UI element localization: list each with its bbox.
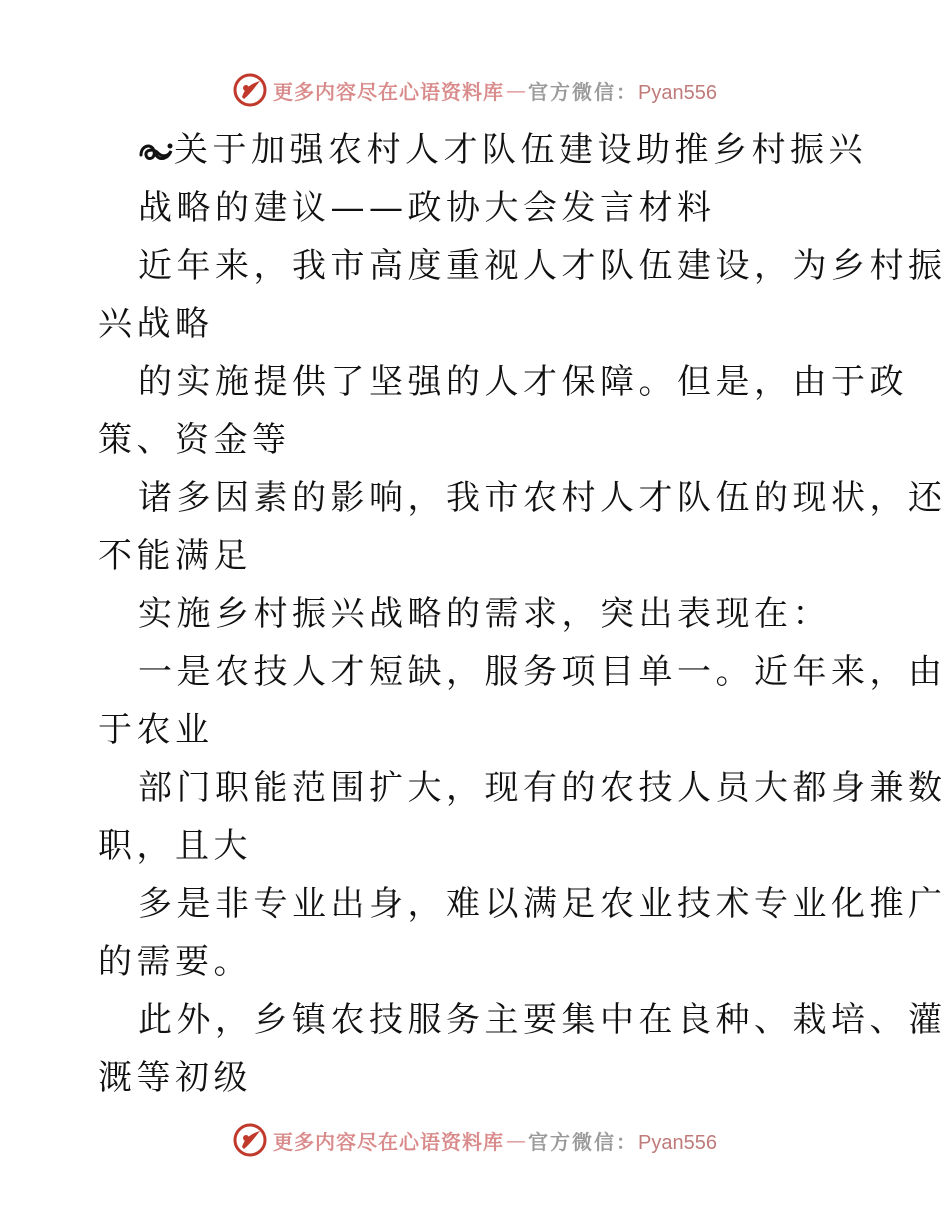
title-line-1 bbox=[138, 130, 867, 170]
banner-dash: — bbox=[506, 78, 527, 102]
paragraph-line: 此外，乡镇农技服务主要集中在良种、栽培、灌 bbox=[138, 1000, 947, 1040]
banner-wechat bbox=[528, 1126, 717, 1155]
paragraph-line: 诸多因素的影响，我市农村人才队伍的现状，还 bbox=[138, 478, 947, 518]
logo-icon bbox=[233, 73, 267, 107]
title-line-2: 战略的建议——政协大会发言材料 bbox=[138, 188, 716, 228]
banner-dash: — bbox=[506, 1128, 527, 1152]
banner-site-text: 更多内容尽在心语资料库 bbox=[273, 79, 505, 104]
banner-wechat-id: Pyan556 bbox=[638, 81, 717, 104]
paragraph-line: 实施乡村振兴战略的需求，突出表现在： bbox=[138, 594, 831, 634]
banner-wechat-label: 官方微信： bbox=[528, 79, 639, 104]
flourish-icon bbox=[138, 135, 174, 165]
footer-banner bbox=[0, 1120, 950, 1160]
paragraph-line: 部门职能范围扩大，现有的农技人员大都身兼数 bbox=[138, 768, 947, 808]
header-banner bbox=[0, 70, 950, 110]
paragraph-line: 的实施提供了坚强的人才保障。但是，由于政 bbox=[138, 362, 908, 402]
banner-wechat bbox=[528, 76, 717, 105]
paragraph-line: 多是非专业出身，难以满足农业技术专业化推广 bbox=[138, 884, 947, 924]
paragraph-line: 策、资金等 bbox=[98, 420, 291, 460]
title-text-1: 关于加强农村人才队伍建设助推乡村振兴 bbox=[174, 130, 867, 170]
paragraph-line: 不能满足 bbox=[98, 536, 252, 576]
paragraph-line: 兴战略 bbox=[98, 304, 214, 344]
logo-icon bbox=[233, 1123, 267, 1157]
paragraph-line: 于农业 bbox=[98, 710, 214, 750]
banner-wechat-id: Pyan556 bbox=[638, 1131, 717, 1154]
banner-wechat-label: 官方微信： bbox=[528, 1129, 639, 1154]
paragraph-line: 职，且大 bbox=[98, 826, 252, 866]
paragraph-line: 近年来，我市高度重视人才队伍建设，为乡村振 bbox=[138, 246, 947, 286]
paragraph-line: 的需要。 bbox=[98, 942, 252, 982]
paragraph-line: 一是农技人才短缺，服务项目单一。近年来，由 bbox=[138, 652, 947, 692]
banner-site-text: 更多内容尽在心语资料库 bbox=[273, 1129, 505, 1154]
paragraph-line: 溉等初级 bbox=[98, 1058, 252, 1098]
